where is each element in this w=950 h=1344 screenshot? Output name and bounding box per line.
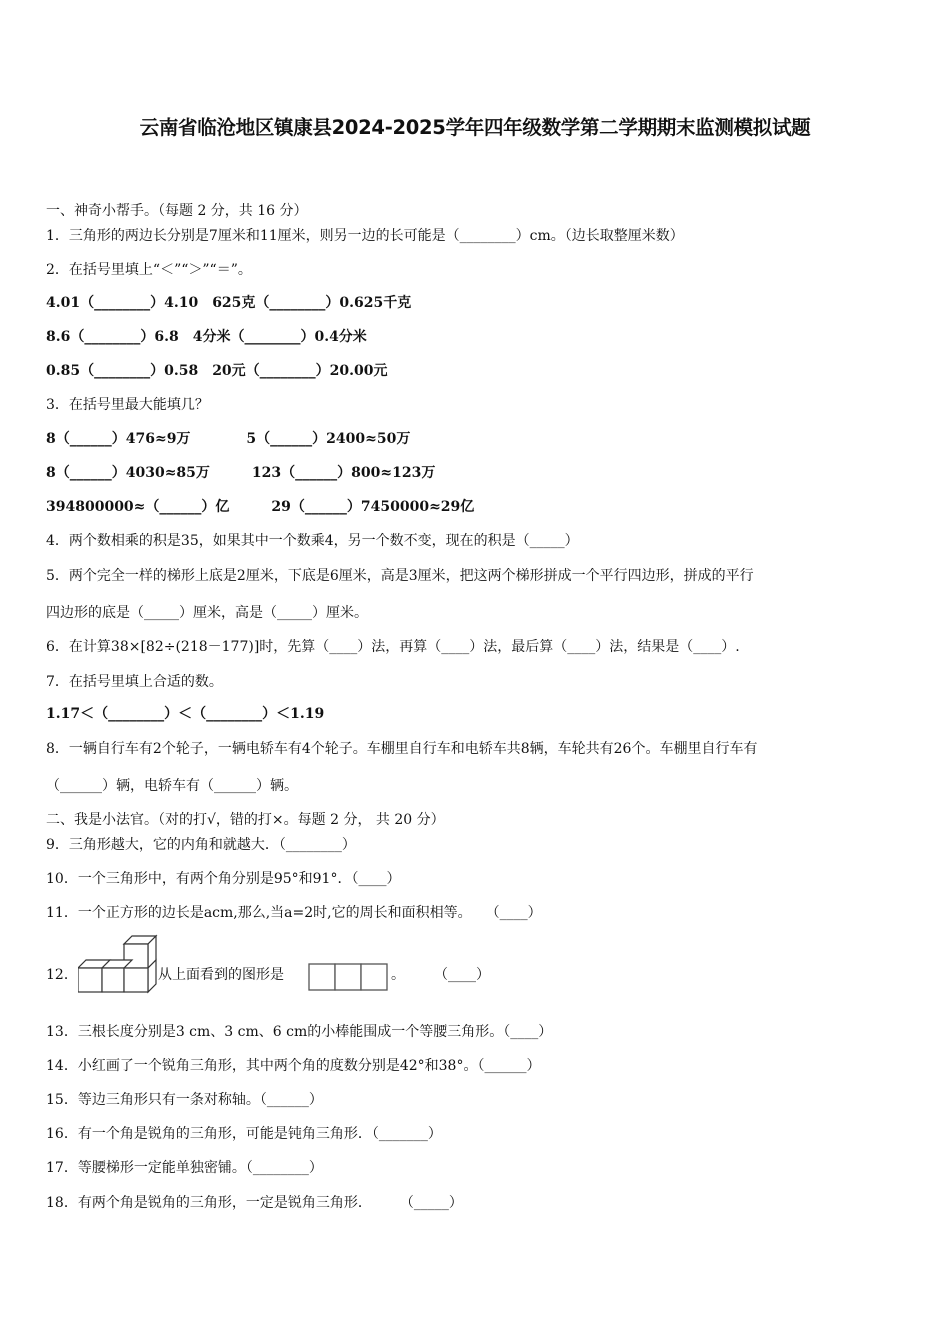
question-2-row-2: 8.6（________）6.8 4分米（________）0.4分米 [46, 329, 367, 345]
question-12-number: 12． [46, 967, 78, 983]
question-4: 4．两个数相乘的积是35，如果其中一个数乘4，另一个数不变，现在的积是（_____） [46, 533, 579, 549]
section-heading-1: 一、神奇小帮手。（每题 2 分，共 16 分） [46, 203, 308, 219]
question-6: 6．在计算38×[82÷(218－177)]时，先算（____）法，再算（____）法，最后算（____）法，结果是（____）. [46, 639, 740, 655]
question-16: 16．有一个角是锐角的三角形，可能是钝角三角形．（_______） [46, 1126, 442, 1142]
question-2-row-1: 4.01（________）4.10 625克（________）0.625千克 [46, 295, 412, 311]
question-8: 8．一辆自行车有2个轮子，一辆电轿车有4个轮子。车棚里自行车和电轿车共8辆，车轮共有26个。车棚里自行车有 [46, 741, 758, 757]
question-8-cont: （______）辆，电轿车有（______）辆。 [46, 778, 298, 794]
question-1: 1．三角形的两边长分别是7厘米和11厘米，则另一边的长可能是（________）cm。（边长取整厘米数） [46, 228, 684, 244]
question-3: 3．在括号里最大能填几？ [46, 397, 209, 413]
question-3-row-2: 8（______）4030≈85万 123（______）800≈123万 [46, 465, 436, 481]
top-view-figure [308, 963, 388, 991]
question-5: 5．两个完全一样的梯形上底是2厘米，下底是6厘米，高是3厘米，把这两个梯形拼成一个平行四边形，拼成的平行 [46, 568, 754, 584]
cube-stack-figure [78, 932, 158, 994]
question-11: 11．一个正方形的边长是acm,那么,当a=2时,它的周长和面积相等。 （____） [46, 905, 542, 921]
question-12-blank: （____） [434, 967, 490, 983]
question-9: 9．三角形越大，它的内角和就越大．（________） [46, 837, 356, 853]
question-14: 14．小红画了一个锐角三角形，其中两个角的度数分别是42°和38°。（______） [46, 1058, 541, 1074]
question-15: 15．等边三角形只有一条对称轴。（______） [46, 1092, 323, 1108]
question-18: 18．有两个角是锐角的三角形，一定是锐角三角形． （_____） [46, 1195, 463, 1211]
question-10: 10．一个三角形中，有两个角分别是95°和91°．（____） [46, 871, 401, 887]
section-heading-2: 二、我是小法官。（对的打√，错的打×。每题 2 分， 共 20 分） [46, 812, 445, 828]
question-2-row-3: 0.85（________）0.58 20元（________）20.00元 [46, 363, 388, 379]
page-title: 云南省临沧地区镇康县2024-2025学年四年级数学第二学期期末监测模拟试题 [139, 116, 811, 139]
question-5-cont: 四边形的底是（_____）厘米，高是（_____）厘米。 [46, 605, 368, 621]
question-12-text: 从上面看到的图形是 [158, 967, 284, 983]
question-7-row: 1.17＜（________）＜（________）＜1.19 [46, 706, 325, 722]
question-12-end: 。 [391, 967, 405, 983]
question-3-row-1: 8（______）476≈9万 5（______）2400≈50万 [46, 431, 411, 447]
question-13: 13．三根长度分别是3 cm、3 cm、6 cm的小棒能围成一个等腰三角形。（____） [46, 1024, 553, 1040]
question-7: 7．在括号里填上合适的数。 [46, 674, 223, 690]
question-3-row-3: 394800000≈（______）亿 29（______）7450000≈29亿 [46, 499, 475, 515]
question-2: 2．在括号里填上“＜”“＞”“＝”。 [46, 262, 252, 278]
question-17: 17．等腰梯形一定能单独密铺。（________） [46, 1160, 323, 1176]
